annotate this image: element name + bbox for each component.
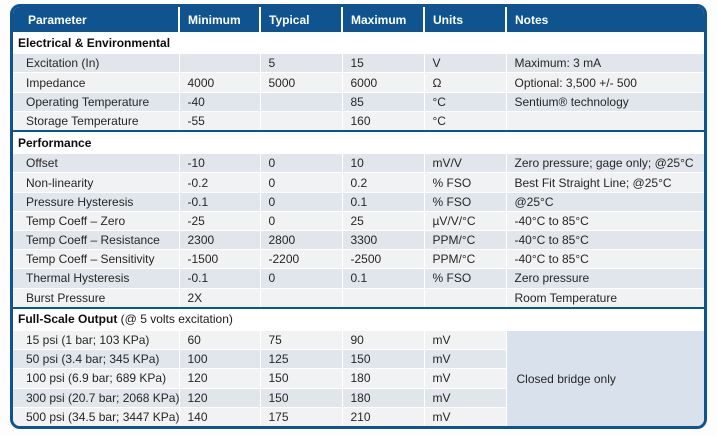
cell-typical: 125 [260, 350, 342, 369]
cell-parameter: Storage Temperature [13, 111, 179, 131]
cell-units: PPM/°C [424, 230, 506, 249]
cell-minimum: -40 [179, 92, 260, 111]
cell-minimum: -0.1 [179, 192, 260, 211]
header-row [13, 7, 704, 32]
table-row [13, 92, 704, 111]
cell-minimum: 140 [179, 407, 260, 426]
cell-typical: 75 [260, 331, 342, 350]
cell-maximum: 210 [342, 407, 424, 426]
cell-minimum: -25 [179, 211, 260, 230]
cell-typical: 0 [260, 269, 342, 288]
section-1 [13, 131, 704, 308]
cell-minimum: 120 [179, 388, 260, 407]
cell-notes: Zero pressure [506, 269, 704, 288]
table-row [13, 230, 704, 249]
cell-parameter: Offset [13, 154, 179, 173]
cell-maximum: -2500 [342, 250, 424, 269]
cell-minimum: -1500 [179, 250, 260, 269]
table-row [13, 250, 704, 269]
cell-units: mV [424, 350, 506, 369]
cell-typical: -2200 [260, 250, 342, 269]
cell-parameter: Thermal Hysteresis [13, 269, 179, 288]
cell-units: PPM/°C [424, 250, 506, 269]
cell-maximum: 15 [342, 54, 424, 73]
cell-units: µV/V/°C [424, 211, 506, 230]
cell-notes: Sentium® technology [506, 92, 704, 111]
section-title: Full-Scale Output [18, 312, 118, 327]
section-title-suffix: (@ 5 volts excitation) [117, 312, 233, 327]
cell-notes: @25°C [506, 192, 704, 211]
table-head [13, 7, 704, 32]
cell-parameter: Temp Coeff – Zero [13, 211, 179, 230]
table-row [13, 211, 704, 230]
cell-typical: 2800 [260, 230, 342, 249]
cell-units: mV [424, 369, 506, 388]
section-header-row [13, 308, 704, 331]
table-row [13, 154, 704, 173]
cell-notes: Zero pressure; gage only; @25°C [506, 154, 704, 173]
cell-typical [260, 288, 342, 308]
cell-maximum: 3300 [342, 230, 424, 249]
cell-typical: 175 [260, 407, 342, 426]
cell-maximum: 0.1 [342, 269, 424, 288]
column-header-units: Units [424, 7, 506, 32]
cell-notes [506, 111, 704, 131]
cell-parameter: Temp Coeff – Resistance [13, 230, 179, 249]
table-row [13, 173, 704, 192]
cell-minimum: 4000 [179, 73, 260, 92]
cell-minimum: 60 [179, 331, 260, 350]
cell-maximum: 6000 [342, 73, 424, 92]
cell-parameter: 100 psi (6.9 bar; 689 KPa) [13, 369, 179, 388]
cell-notes: -40°C to 85°C [506, 211, 704, 230]
section-header-cell [13, 32, 704, 54]
cell-units: % FSO [424, 173, 506, 192]
cell-typical: 150 [260, 388, 342, 407]
cell-parameter: 500 psi (34.5 bar; 3447 KPa) [13, 407, 179, 426]
cell-typical [260, 111, 342, 131]
cell-maximum [342, 288, 424, 308]
cell-parameter: 50 psi (3.4 bar; 345 KPa) [13, 350, 179, 369]
spec-table-frame [10, 4, 707, 429]
table-row [13, 73, 704, 92]
cell-units: mV [424, 388, 506, 407]
column-header-notes: Notes [506, 7, 704, 32]
cell-minimum: 120 [179, 369, 260, 388]
cell-typical: 0 [260, 192, 342, 211]
cell-parameter: 15 psi (1 bar; 103 KPa) [13, 331, 179, 350]
cell-maximum: 0.2 [342, 173, 424, 192]
table-row [13, 54, 704, 73]
cell-minimum [179, 54, 260, 73]
cell-units: °C [424, 92, 506, 111]
cell-minimum: -0.1 [179, 269, 260, 288]
table-row [13, 288, 704, 308]
cell-minimum: -55 [179, 111, 260, 131]
cell-typical: 0 [260, 154, 342, 173]
cell-parameter: Excitation (In) [13, 54, 179, 73]
cell-typical: 150 [260, 369, 342, 388]
cell-maximum: 0.1 [342, 192, 424, 211]
table-row [13, 269, 704, 288]
cell-parameter: Temp Coeff – Sensitivity [13, 250, 179, 269]
cell-units: Ω [424, 73, 506, 92]
column-header-parameter: Parameter [13, 7, 179, 32]
cell-units: % FSO [424, 192, 506, 211]
cell-typical: 0 [260, 173, 342, 192]
section-title: Performance [18, 135, 92, 150]
cell-parameter: Pressure Hysteresis [13, 192, 179, 211]
cell-notes: -40°C to 85°C [506, 250, 704, 269]
cell-notes: Optional: 3,500 +/- 500 [506, 73, 704, 92]
cell-units: mV/V [424, 154, 506, 173]
cell-minimum: 100 [179, 350, 260, 369]
cell-notes: -40°C to 85°C [506, 230, 704, 249]
cell-minimum: 2X [179, 288, 260, 308]
section-0 [13, 32, 704, 131]
cell-parameter: Burst Pressure [13, 288, 179, 308]
section-header-row [13, 32, 704, 54]
cell-minimum: -10 [179, 154, 260, 173]
cell-parameter: Operating Temperature [13, 92, 179, 111]
cell-units: °C [424, 111, 506, 131]
section-title: Electrical & Environmental [18, 35, 171, 50]
cell-notes: Best Fit Straight Line; @25°C [506, 173, 704, 192]
column-header-typical: Typical [260, 7, 342, 32]
cell-notes-merged: Closed bridge only [506, 331, 704, 426]
table-row [13, 331, 704, 350]
cell-maximum: 25 [342, 211, 424, 230]
cell-maximum: 85 [342, 92, 424, 111]
cell-typical: 5 [260, 54, 342, 73]
column-header-maximum: Maximum [342, 7, 424, 32]
section-header-cell [13, 131, 704, 154]
cell-minimum: 2300 [179, 230, 260, 249]
cell-notes: Maximum: 3 mA [506, 54, 704, 73]
spec-table [13, 7, 704, 426]
section-2 [13, 308, 704, 426]
cell-parameter: Non-linearity [13, 173, 179, 192]
cell-units: mV [424, 331, 506, 350]
section-header-cell [13, 308, 704, 331]
cell-maximum: 180 [342, 369, 424, 388]
cell-maximum: 150 [342, 350, 424, 369]
cell-units: % FSO [424, 269, 506, 288]
cell-units: mV [424, 407, 506, 426]
cell-parameter: 300 psi (20.7 bar; 2068 KPa) [13, 388, 179, 407]
cell-typical: 5000 [260, 73, 342, 92]
section-header-row [13, 131, 704, 154]
cell-notes: Room Temperature [506, 288, 704, 308]
column-header-minimum: Minimum [179, 7, 260, 32]
table-row [13, 192, 704, 211]
cell-minimum: -0.2 [179, 173, 260, 192]
table-row [13, 111, 704, 131]
cell-typical: 0 [260, 211, 342, 230]
cell-maximum: 10 [342, 154, 424, 173]
cell-maximum: 90 [342, 331, 424, 350]
cell-parameter: Impedance [13, 73, 179, 92]
cell-typical [260, 92, 342, 111]
cell-units [424, 288, 506, 308]
cell-maximum: 160 [342, 111, 424, 131]
cell-maximum: 180 [342, 388, 424, 407]
cell-units: V [424, 54, 506, 73]
